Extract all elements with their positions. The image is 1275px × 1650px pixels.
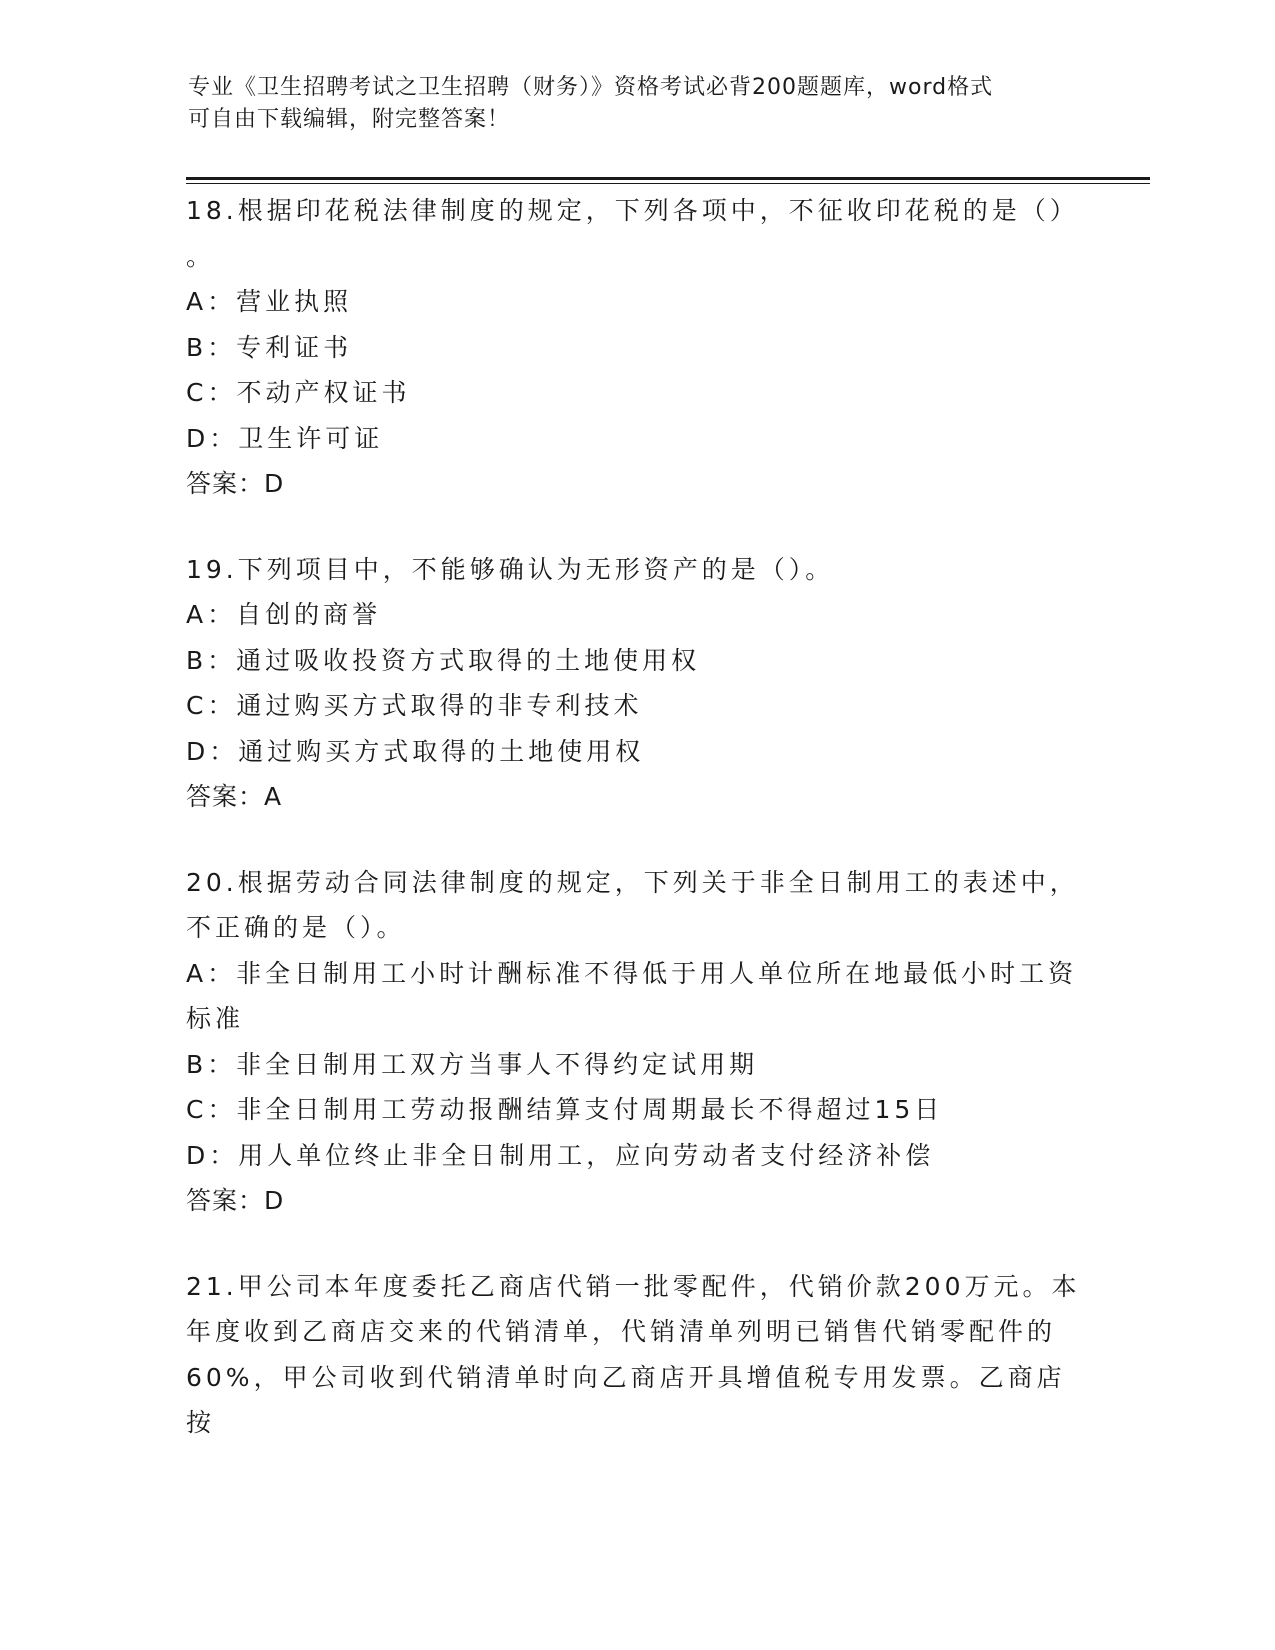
option-a: A：非全日制用工小时计酬标准不得低于用人单位所在地最低小时工资 <box>186 958 1078 988</box>
question-19 <box>186 547 1086 820</box>
option-a-continuation: 标准 <box>186 1004 245 1033</box>
option-a: A：营业执照 <box>186 287 353 316</box>
answer-line: 答案：D <box>186 469 285 498</box>
header-divider-thick <box>186 177 1150 180</box>
option-d: D：通过购买方式取得的土地使用权 <box>186 736 645 766</box>
question-20 <box>186 860 1086 1224</box>
answer-line: 答案：D <box>186 1186 285 1215</box>
question-18 <box>186 188 1086 507</box>
option-d: D：卫生许可证 <box>186 423 384 453</box>
question-stem-line: 18.根据印花税法律制度的规定，下列各项中，不征收印花税的是（） <box>186 196 1079 225</box>
question-stem-line: 年度收到乙商店交来的代销清单，代销清单列明已销售代销零配件的 <box>186 1317 1057 1346</box>
question-list <box>186 188 1086 1486</box>
question-stem-line: 不正确的是（）。 <box>186 913 406 942</box>
header-line-2: 可自由下载编辑，附完整答案！ <box>188 107 511 132</box>
option-a: A：自创的商誉 <box>186 600 382 629</box>
option-c: C：不动产权证书 <box>186 378 411 407</box>
option-b: B：非全日制用工双方当事人不得约定试用期 <box>186 1049 759 1079</box>
question-stem-line: 。 <box>186 241 216 271</box>
header-line-1: 专业《卫生招聘考试之卫生招聘（财务）》资格考试必背200题题库，word格式 <box>188 75 994 100</box>
option-c: C：通过购买方式取得的非专利技术 <box>186 691 643 720</box>
question-stem-line: 20.根据劳动合同法律制度的规定，下列关于非全日制用工的表述中， <box>186 867 1079 897</box>
question-stem-line: 19.下列项目中，不能够确认为无形资产的是（）。 <box>186 554 835 584</box>
option-b: B：专利证书 <box>186 332 353 362</box>
question-21 <box>186 1264 1086 1446</box>
option-c: C：非全日制用工劳动报酬结算支付周期最长不得超过15日 <box>186 1095 944 1124</box>
header-divider-thin <box>186 183 1150 184</box>
question-stem-line: 21.甲公司本年度委托乙商店代销一批零配件，代销价款200万元。本 <box>186 1271 1081 1301</box>
option-d: D：用人单位终止非全日制用工，应向劳动者支付经济补偿 <box>186 1140 935 1170</box>
option-b: B：通过吸收投资方式取得的土地使用权 <box>186 645 701 675</box>
question-stem-line: 60%，甲公司收到代销清单时向乙商店开具增值税专用发票。乙商店按 <box>186 1362 1066 1437</box>
document-header <box>188 72 1068 136</box>
answer-line: 答案：A <box>186 782 283 811</box>
